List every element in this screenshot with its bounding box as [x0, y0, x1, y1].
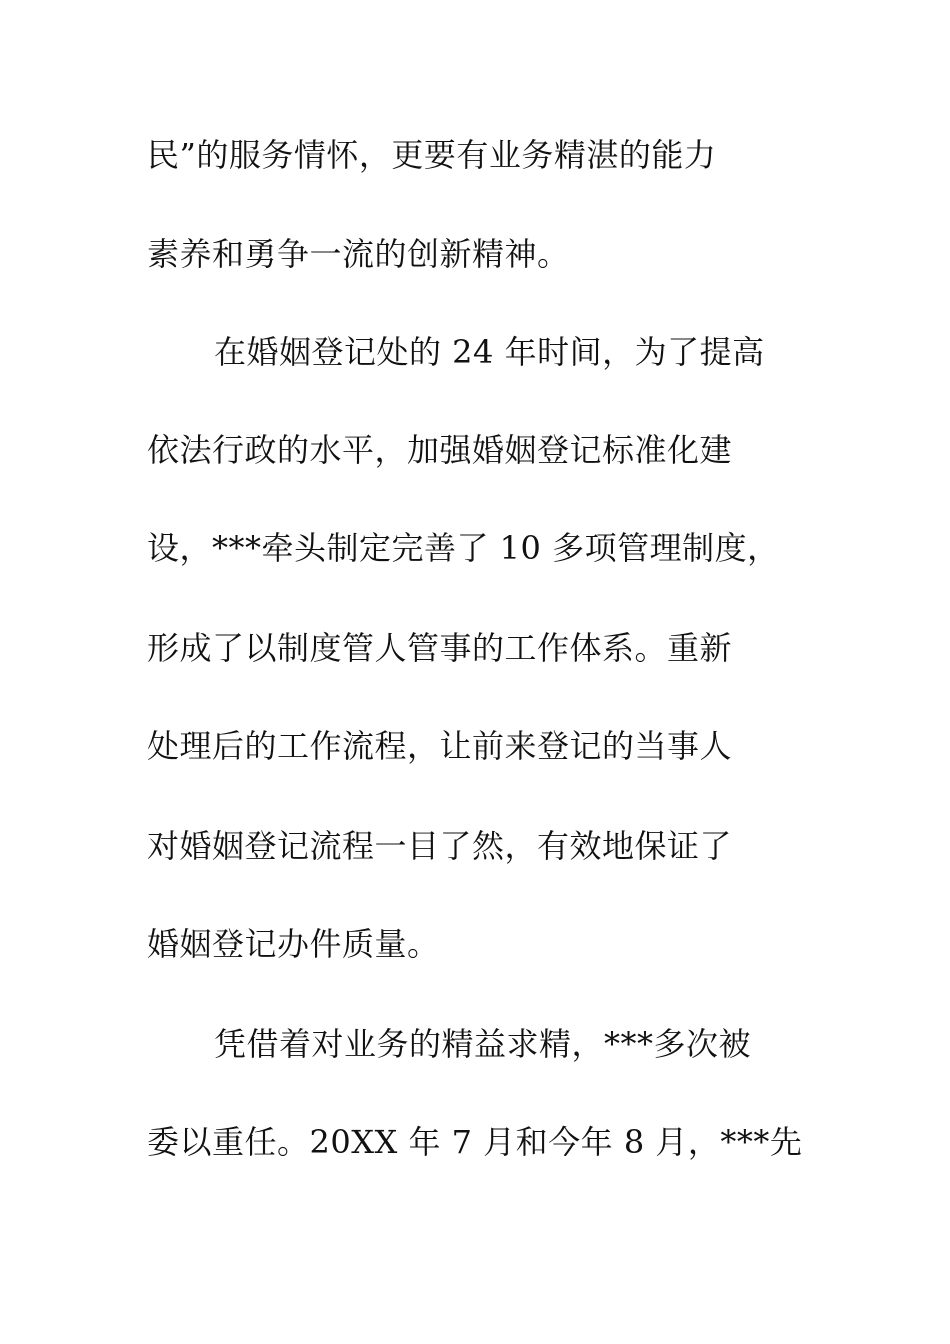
paragraph-start-line: 在婚姻登记处的 24 年时间，为了提高: [214, 333, 765, 371]
text-line: 设，***牵头制定完善了 10 多项管理制度，: [147, 529, 780, 567]
text-line: 委以重任。20XX 年 7 月和今年 8 月，***先: [147, 1123, 803, 1161]
text-line: 婚姻登记办件质量。: [147, 925, 440, 963]
text-line: 素养和勇争一流的创新精神。: [147, 235, 570, 273]
text-line: 对婚姻登记流程一目了然，有效地保证了: [147, 827, 733, 865]
paragraph-start-line: 凭借着对业务的精益求精，***多次被: [214, 1025, 752, 1063]
text-line: 依法行政的水平，加强婚姻登记标准化建: [147, 431, 733, 469]
text-line: 民”的服务情怀，更要有业务精湛的能力: [147, 136, 717, 174]
text-line: 处理后的工作流程，让前来登记的当事人: [147, 727, 733, 765]
text-line: 形成了以制度管人管事的工作体系。重新: [147, 629, 733, 667]
